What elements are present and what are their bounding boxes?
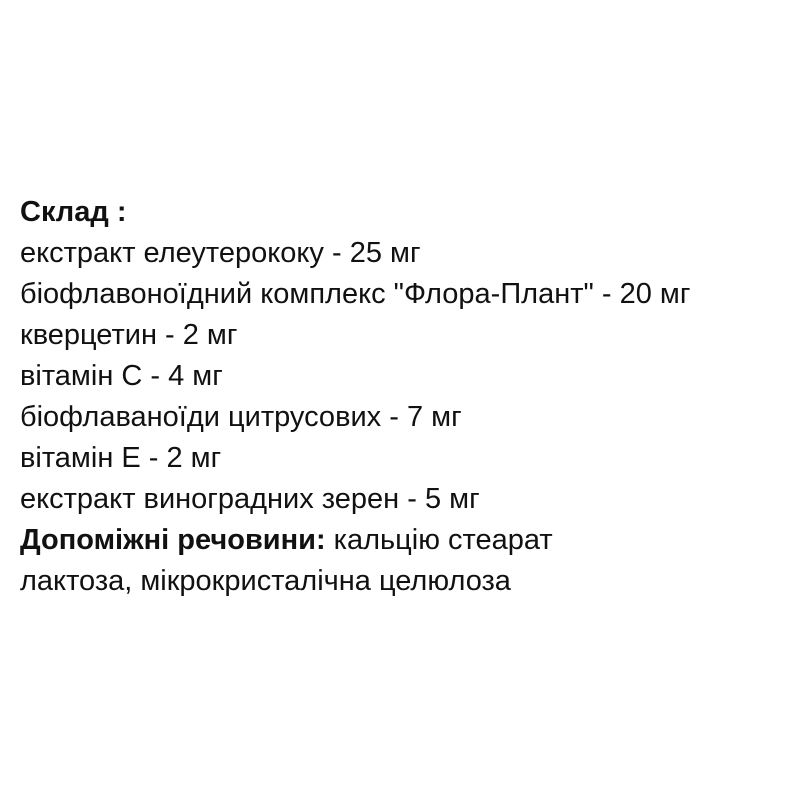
excipients-continuation: лактоза, мікрокристалічна целюлоза (20, 565, 511, 597)
ingredient-line: біофлаваноїди цитрусових - 7 мг (20, 401, 462, 433)
excipients-label: Допоміжні речовини: (20, 524, 326, 556)
composition-heading: Склад : (20, 196, 127, 228)
ingredient-line: екстракт елеутерококу - 25 мг (20, 237, 421, 269)
excipients-text: кальцію стеарат (325, 524, 553, 556)
ingredient-line: вітамін Е - 2 мг (20, 442, 222, 474)
composition-block (20, 192, 790, 602)
ingredient-line: кверцетин - 2 мг (20, 319, 238, 351)
ingredient-line: вітамін С - 4 мг (20, 360, 223, 392)
excipients-line (20, 520, 790, 561)
ingredient-line: біофлавоноїдний комплекс "Флора-Плант" - 20 мг (20, 278, 691, 310)
ingredient-line: екстракт виноградних зерен - 5 мг (20, 483, 480, 515)
